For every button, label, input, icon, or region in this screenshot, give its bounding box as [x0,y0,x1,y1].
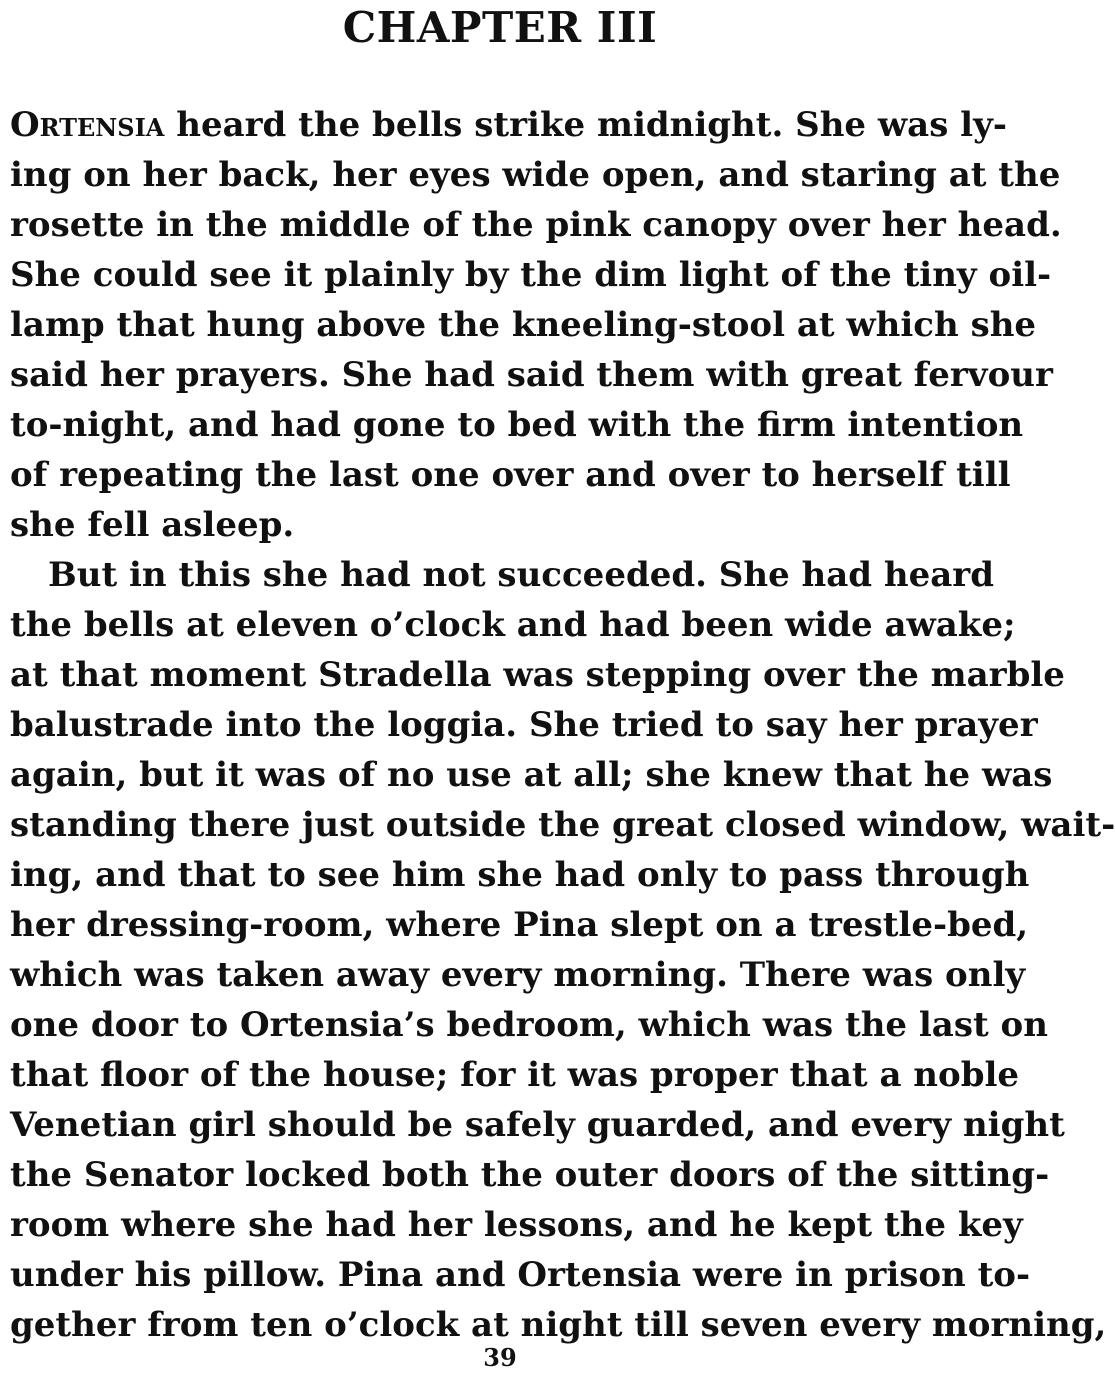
text-line: again, but it was of no use at all; she knew that he was [10,755,1053,795]
text-line: which was taken away every morning. There was only [10,955,1026,995]
text-line: But in this she had not succeeded. She had heard [48,555,994,595]
text-line: balustrade into the loggia. She tried to say her prayer [10,705,1038,745]
text-line: to-night, and had gone to bed with the firm intention [10,405,1024,445]
text-line: her dressing-room, where Pina slept on a trestle-bed, [10,905,1029,945]
text-line: lamp that hung above the kneeling-stool at which she [10,305,1037,345]
text-line: that floor of the house; for it was proper that a noble [10,1055,1020,1095]
text-line: of repeating the last one over and over to herself till [10,455,1011,495]
text-line: under his pillow. Pina and Ortensia were in prison to- [10,1255,1031,1295]
text-line: at that moment Stradella was stepping over the marble [10,655,1065,695]
text-line: Venetian girl should be safely guarded, and every night [10,1105,1065,1145]
text-line: one door to Ortensia’s bedroom, which was the last on [10,1005,1048,1045]
chapter-opening-word: Ortensia [10,105,165,145]
text-line: she fell asleep. [10,505,295,545]
text-line: She could see it plainly by the dim light of the tiny oil- [10,255,1052,295]
text-line: rosette in the middle of the pink canopy over her head. [10,205,1062,245]
page-number: 39 [483,1343,517,1372]
line-text: heard the bells strike midnight. She was ly- [164,105,1007,145]
text-line: ing, and that to see him she had only to pass through [10,855,1030,895]
text-line: ing on her back, her eyes wide open, and staring at the [10,155,1061,195]
text-line: the bells at eleven o’clock and had been wide awake; [10,605,1016,645]
body-text [10,100,1115,1350]
text-line: said her prayers. She had said them with great fervour [10,355,1053,395]
text-line [10,100,1007,150]
text-line: gether from ten o’clock at night till seven every morning, [10,1305,1107,1345]
chapter-title: CHAPTER III [342,3,658,52]
text-line: room where she had her lessons, and he kept the key [10,1205,1023,1245]
text-line: standing there just outside the great closed window, wait- [10,805,1115,845]
text-line: the Senator locked both the outer doors of the sitting- [10,1155,1050,1195]
